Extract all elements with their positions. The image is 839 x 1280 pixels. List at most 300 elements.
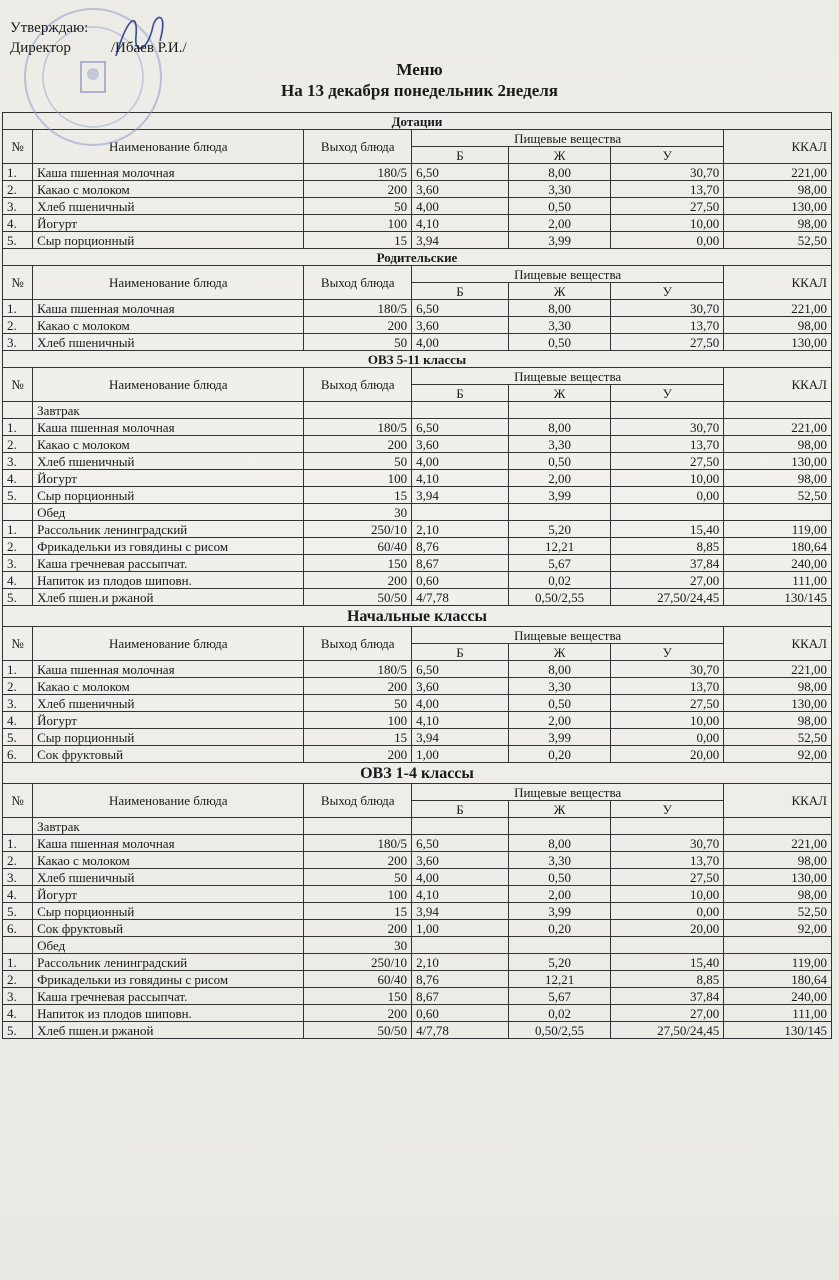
carb-value — [611, 402, 724, 419]
dish-output: 50/50 — [304, 1022, 412, 1039]
table-row — [3, 869, 832, 886]
fat-value — [508, 402, 610, 419]
row-number: 6. — [3, 746, 33, 763]
dish-output: 100 — [304, 886, 412, 903]
fat-value: 2,00 — [508, 470, 610, 487]
carb-value: 10,00 — [611, 712, 724, 729]
approval-name: /Ибаев Р.И./ — [110, 40, 187, 56]
dish-output: 200 — [304, 678, 412, 695]
table-row — [3, 937, 832, 954]
table-row — [3, 678, 832, 695]
protein-value: 3,60 — [412, 436, 509, 453]
header-num: № — [3, 266, 33, 300]
protein-value: 6,50 — [412, 300, 509, 317]
dish-name: Сок фруктовый — [33, 920, 304, 937]
protein-value: 3,60 — [412, 317, 509, 334]
fat-value: 3,30 — [508, 181, 610, 198]
kcal-value: 180,64 — [724, 971, 832, 988]
fat-value: 0,50 — [508, 695, 610, 712]
fat-value: 0,50/2,55 — [508, 1022, 610, 1039]
carb-value — [611, 937, 724, 954]
dish-output: 60/40 — [304, 538, 412, 555]
protein-value: 4,10 — [412, 215, 509, 232]
dish-output: 180/5 — [304, 419, 412, 436]
table-row — [3, 835, 832, 852]
carb-value: 13,70 — [611, 317, 724, 334]
header-num: № — [3, 130, 33, 164]
header-name: Наименование блюда — [33, 130, 304, 164]
kcal-value: 130,00 — [724, 869, 832, 886]
table-row — [3, 419, 832, 436]
carb-value: 30,70 — [611, 300, 724, 317]
row-number: 4. — [3, 572, 33, 589]
dish-name: Хлеб пшеничный — [33, 334, 304, 351]
row-number: 4. — [3, 886, 33, 903]
dish-output: 50 — [304, 695, 412, 712]
dish-output: 15 — [304, 903, 412, 920]
kcal-value: 98,00 — [724, 181, 832, 198]
dish-name: Каша пшенная молочная — [33, 661, 304, 678]
approval-signer — [10, 38, 187, 58]
fat-value: 0,02 — [508, 1005, 610, 1022]
row-number: 2. — [3, 852, 33, 869]
kcal-value — [724, 937, 832, 954]
dish-output: 200 — [304, 572, 412, 589]
row-number: 3. — [3, 988, 33, 1005]
fat-value: 3,30 — [508, 317, 610, 334]
row-number: 6. — [3, 920, 33, 937]
protein-value: 4,00 — [412, 869, 509, 886]
approval-block — [10, 18, 187, 58]
header-output: Выход блюда — [304, 368, 412, 402]
row-number: 5. — [3, 903, 33, 920]
header-b: Б — [412, 644, 509, 661]
header-output: Выход блюда — [304, 627, 412, 661]
dish-name: Йогурт — [33, 886, 304, 903]
kcal-value: 52,50 — [724, 903, 832, 920]
protein-value: 4,00 — [412, 695, 509, 712]
fat-value: 3,99 — [508, 232, 610, 249]
table-row — [3, 181, 832, 198]
header-u: У — [611, 801, 724, 818]
dish-name: Каша пшенная молочная — [33, 835, 304, 852]
kcal-value: 98,00 — [724, 712, 832, 729]
row-number: 5. — [3, 729, 33, 746]
protein-value: 8,67 — [412, 988, 509, 1005]
dish-name: Обед — [33, 937, 304, 954]
protein-value: 3,94 — [412, 487, 509, 504]
dish-name: Хлеб пшен.и ржаной — [33, 1022, 304, 1039]
protein-value — [412, 937, 509, 954]
header-u: У — [611, 385, 724, 402]
dish-output: 200 — [304, 852, 412, 869]
row-number: 1. — [3, 419, 33, 436]
header-b: Б — [412, 801, 509, 818]
section-title-row — [3, 249, 832, 266]
protein-value: 4,10 — [412, 712, 509, 729]
header-nutrients: Пищевые вещества — [412, 627, 724, 644]
carb-value: 13,70 — [611, 436, 724, 453]
kcal-value: 119,00 — [724, 521, 832, 538]
header-nutrients: Пищевые вещества — [412, 266, 724, 283]
dish-output: 200 — [304, 181, 412, 198]
header-j: Ж — [508, 801, 610, 818]
table-row — [3, 852, 832, 869]
dish-name: Фрикадельки из говядины с рисом — [33, 971, 304, 988]
row-number: 5. — [3, 1022, 33, 1039]
carb-value: 37,84 — [611, 555, 724, 572]
kcal-value: 130/145 — [724, 589, 832, 606]
carb-value: 30,70 — [611, 835, 724, 852]
row-number: 2. — [3, 436, 33, 453]
protein-value: 6,50 — [412, 835, 509, 852]
dish-name: Какао с молоком — [33, 678, 304, 695]
row-number: 5. — [3, 232, 33, 249]
table-row — [3, 988, 832, 1005]
kcal-value: 111,00 — [724, 1005, 832, 1022]
kcal-value: 98,00 — [724, 852, 832, 869]
carb-value — [611, 504, 724, 521]
carb-value — [611, 818, 724, 835]
fat-value: 0,20 — [508, 920, 610, 937]
fat-value: 2,00 — [508, 886, 610, 903]
header-j: Ж — [508, 644, 610, 661]
dish-output: 250/10 — [304, 954, 412, 971]
fat-value — [508, 937, 610, 954]
fat-value: 8,00 — [508, 419, 610, 436]
protein-value: 0,60 — [412, 1005, 509, 1022]
protein-value: 4,00 — [412, 453, 509, 470]
carb-value: 0,00 — [611, 729, 724, 746]
table-row — [3, 954, 832, 971]
fat-value: 5,20 — [508, 954, 610, 971]
carb-value: 0,00 — [611, 903, 724, 920]
table-row — [3, 1022, 832, 1039]
table-row — [3, 920, 832, 937]
fat-value: 3,30 — [508, 436, 610, 453]
dish-output: 60/40 — [304, 971, 412, 988]
dish-output: 150 — [304, 555, 412, 572]
dish-name: Какао с молоком — [33, 436, 304, 453]
carb-value: 10,00 — [611, 886, 724, 903]
column-header-row — [3, 368, 832, 385]
header-num: № — [3, 368, 33, 402]
fat-value: 0,20 — [508, 746, 610, 763]
protein-value: 3,94 — [412, 232, 509, 249]
fat-value: 2,00 — [508, 712, 610, 729]
row-number: 5. — [3, 487, 33, 504]
kcal-value: 52,50 — [724, 487, 832, 504]
carb-value: 27,50 — [611, 695, 724, 712]
header-output: Выход блюда — [304, 266, 412, 300]
protein-value: 4/7,78 — [412, 1022, 509, 1039]
fat-value: 2,00 — [508, 215, 610, 232]
dish-name: Каша пшенная молочная — [33, 300, 304, 317]
dish-name: Каша пшенная молочная — [33, 419, 304, 436]
table-row — [3, 521, 832, 538]
row-number: 4. — [3, 470, 33, 487]
table-row — [3, 232, 832, 249]
dish-name: Йогурт — [33, 215, 304, 232]
protein-value: 3,60 — [412, 181, 509, 198]
fat-value: 3,99 — [508, 729, 610, 746]
fat-value: 8,00 — [508, 661, 610, 678]
table-row — [3, 746, 832, 763]
dish-name: Сыр порционный — [33, 903, 304, 920]
dish-name: Хлеб пшеничный — [33, 869, 304, 886]
row-number: 1. — [3, 521, 33, 538]
row-number: 2. — [3, 317, 33, 334]
protein-value: 6,50 — [412, 164, 509, 181]
fat-value — [508, 818, 610, 835]
carb-value: 20,00 — [611, 920, 724, 937]
table-row — [3, 402, 832, 419]
carb-value: 0,00 — [611, 232, 724, 249]
dish-name: Каша пшенная молочная — [33, 164, 304, 181]
kcal-value: 130,00 — [724, 334, 832, 351]
header-b: Б — [412, 283, 509, 300]
protein-value — [412, 402, 509, 419]
kcal-value — [724, 504, 832, 521]
kcal-value: 221,00 — [724, 300, 832, 317]
fat-value: 3,30 — [508, 852, 610, 869]
header-b: Б — [412, 385, 509, 402]
dish-output: 100 — [304, 215, 412, 232]
dish-output: 200 — [304, 1005, 412, 1022]
header-u: У — [611, 283, 724, 300]
table-row — [3, 436, 832, 453]
header-nutrients: Пищевые вещества — [412, 784, 724, 801]
protein-value: 0,60 — [412, 572, 509, 589]
dish-name: Напиток из плодов шиповн. — [33, 1005, 304, 1022]
row-number: 3. — [3, 695, 33, 712]
fat-value — [508, 504, 610, 521]
carb-value: 27,50 — [611, 453, 724, 470]
carb-value: 13,70 — [611, 678, 724, 695]
fat-value: 5,67 — [508, 988, 610, 1005]
kcal-value: 52,50 — [724, 729, 832, 746]
carb-value: 15,40 — [611, 954, 724, 971]
header-kcal: ККАЛ — [724, 368, 832, 402]
table-row — [3, 453, 832, 470]
row-number: 2. — [3, 971, 33, 988]
protein-value: 6,50 — [412, 661, 509, 678]
dish-name: Завтрак — [33, 402, 304, 419]
carb-value: 27,00 — [611, 572, 724, 589]
fat-value: 8,00 — [508, 164, 610, 181]
table-row — [3, 971, 832, 988]
approval-line: Утверждаю: — [10, 20, 89, 36]
table-row — [3, 695, 832, 712]
section-title-row — [3, 763, 832, 784]
row-number: 3. — [3, 453, 33, 470]
section-title: Начальные классы — [3, 606, 832, 627]
header-name: Наименование блюда — [33, 368, 304, 402]
row-number: 1. — [3, 300, 33, 317]
row-number — [3, 402, 33, 419]
row-number — [3, 504, 33, 521]
dish-output: 15 — [304, 487, 412, 504]
protein-value: 4/7,78 — [412, 589, 509, 606]
dish-name: Хлеб пшеничный — [33, 198, 304, 215]
fat-value: 8,00 — [508, 835, 610, 852]
fat-value: 12,21 — [508, 538, 610, 555]
row-number: 3. — [3, 869, 33, 886]
carb-value: 20,00 — [611, 746, 724, 763]
protein-value — [412, 818, 509, 835]
protein-value: 2,10 — [412, 954, 509, 971]
protein-value: 3,60 — [412, 678, 509, 695]
fat-value: 0,50/2,55 — [508, 589, 610, 606]
row-number: 3. — [3, 334, 33, 351]
dish-output: 180/5 — [304, 300, 412, 317]
kcal-value: 98,00 — [724, 436, 832, 453]
carb-value: 10,00 — [611, 470, 724, 487]
dish-output: 200 — [304, 436, 412, 453]
protein-value: 6,50 — [412, 419, 509, 436]
protein-value: 8,76 — [412, 971, 509, 988]
header-output: Выход блюда — [304, 130, 412, 164]
table-row — [3, 555, 832, 572]
table-row — [3, 334, 832, 351]
fat-value: 0,50 — [508, 334, 610, 351]
dish-name: Рассольник ленинградский — [33, 954, 304, 971]
header-j: Ж — [508, 385, 610, 402]
carb-value: 8,85 — [611, 971, 724, 988]
row-number: 1. — [3, 164, 33, 181]
dish-output: 50 — [304, 198, 412, 215]
header-kcal: ККАЛ — [724, 130, 832, 164]
header-num: № — [3, 627, 33, 661]
section-title: ОВЗ 1-4 классы — [3, 763, 832, 784]
section-title-row — [3, 606, 832, 627]
table-row — [3, 661, 832, 678]
kcal-value: 130,00 — [724, 453, 832, 470]
row-number: 1. — [3, 661, 33, 678]
dish-name: Хлеб пшеничный — [33, 695, 304, 712]
protein-value: 4,10 — [412, 470, 509, 487]
dish-output: 100 — [304, 470, 412, 487]
dish-name: Каша гречневая рассыпчат. — [33, 555, 304, 572]
carb-value: 27,50/24,45 — [611, 589, 724, 606]
row-number: 2. — [3, 181, 33, 198]
dish-output — [304, 818, 412, 835]
header-name: Наименование блюда — [33, 784, 304, 818]
protein-value: 4,10 — [412, 886, 509, 903]
carb-value: 27,50 — [611, 198, 724, 215]
kcal-value: 52,50 — [724, 232, 832, 249]
protein-value: 3,60 — [412, 852, 509, 869]
dish-output: 200 — [304, 920, 412, 937]
row-number: 3. — [3, 555, 33, 572]
kcal-value: 98,00 — [724, 470, 832, 487]
kcal-value: 130,00 — [724, 198, 832, 215]
page-subtitle: На 13 декабря понедельник 2неделя — [280, 81, 559, 100]
carb-value: 8,85 — [611, 538, 724, 555]
header-name: Наименование блюда — [33, 627, 304, 661]
dish-output: 180/5 — [304, 164, 412, 181]
carb-value: 27,50 — [611, 869, 724, 886]
column-header-row — [3, 784, 832, 801]
header-j: Ж — [508, 283, 610, 300]
table-row — [3, 538, 832, 555]
dish-output: 200 — [304, 746, 412, 763]
dish-output: 150 — [304, 988, 412, 1005]
dish-output: 250/10 — [304, 521, 412, 538]
dish-name: Какао с молоком — [33, 317, 304, 334]
dish-name: Сыр порционный — [33, 487, 304, 504]
section-title: ОВЗ 5-11 классы — [3, 351, 832, 368]
protein-value: 8,76 — [412, 538, 509, 555]
dish-name: Сыр порционный — [33, 232, 304, 249]
dish-output: 50/50 — [304, 589, 412, 606]
dish-name: Йогурт — [33, 470, 304, 487]
column-header-row — [3, 627, 832, 644]
carb-value: 27,00 — [611, 1005, 724, 1022]
fat-value: 5,67 — [508, 555, 610, 572]
carb-value: 30,70 — [611, 164, 724, 181]
table-row — [3, 317, 832, 334]
kcal-value: 98,00 — [724, 886, 832, 903]
kcal-value: 130/145 — [724, 1022, 832, 1039]
table-row — [3, 589, 832, 606]
header-output: Выход блюда — [304, 784, 412, 818]
table-row — [3, 903, 832, 920]
header-u: У — [611, 147, 724, 164]
row-number: 2. — [3, 678, 33, 695]
section-title: Дотации — [3, 113, 832, 130]
column-header-row — [3, 266, 832, 283]
dish-output: 30 — [304, 937, 412, 954]
dish-output: 50 — [304, 334, 412, 351]
fat-value: 0,50 — [508, 198, 610, 215]
carb-value: 27,50 — [611, 334, 724, 351]
table-row — [3, 712, 832, 729]
dish-output: 180/5 — [304, 661, 412, 678]
fat-value: 8,00 — [508, 300, 610, 317]
kcal-value: 221,00 — [724, 835, 832, 852]
dish-name: Каша гречневая рассыпчат. — [33, 988, 304, 1005]
header-u: У — [611, 644, 724, 661]
carb-value: 30,70 — [611, 419, 724, 436]
carb-value: 30,70 — [611, 661, 724, 678]
dish-name: Рассольник ленинградский — [33, 521, 304, 538]
dish-output: 50 — [304, 453, 412, 470]
kcal-value: 92,00 — [724, 746, 832, 763]
header-b: Б — [412, 147, 509, 164]
row-number — [3, 818, 33, 835]
kcal-value: 119,00 — [724, 954, 832, 971]
table-row — [3, 504, 832, 521]
header-j: Ж — [508, 147, 610, 164]
dish-name: Сыр порционный — [33, 729, 304, 746]
kcal-value: 240,00 — [724, 555, 832, 572]
kcal-value: 180,64 — [724, 538, 832, 555]
fat-value: 12,21 — [508, 971, 610, 988]
table-row — [3, 164, 832, 181]
dish-output: 15 — [304, 729, 412, 746]
carb-value: 0,00 — [611, 487, 724, 504]
table-row — [3, 729, 832, 746]
dish-name: Завтрак — [33, 818, 304, 835]
protein-value: 4,00 — [412, 334, 509, 351]
section-title-row — [3, 351, 832, 368]
kcal-value: 98,00 — [724, 215, 832, 232]
protein-value: 2,10 — [412, 521, 509, 538]
dish-name: Хлеб пшеничный — [33, 453, 304, 470]
section-title: Родительские — [3, 249, 832, 266]
fat-value: 0,50 — [508, 869, 610, 886]
